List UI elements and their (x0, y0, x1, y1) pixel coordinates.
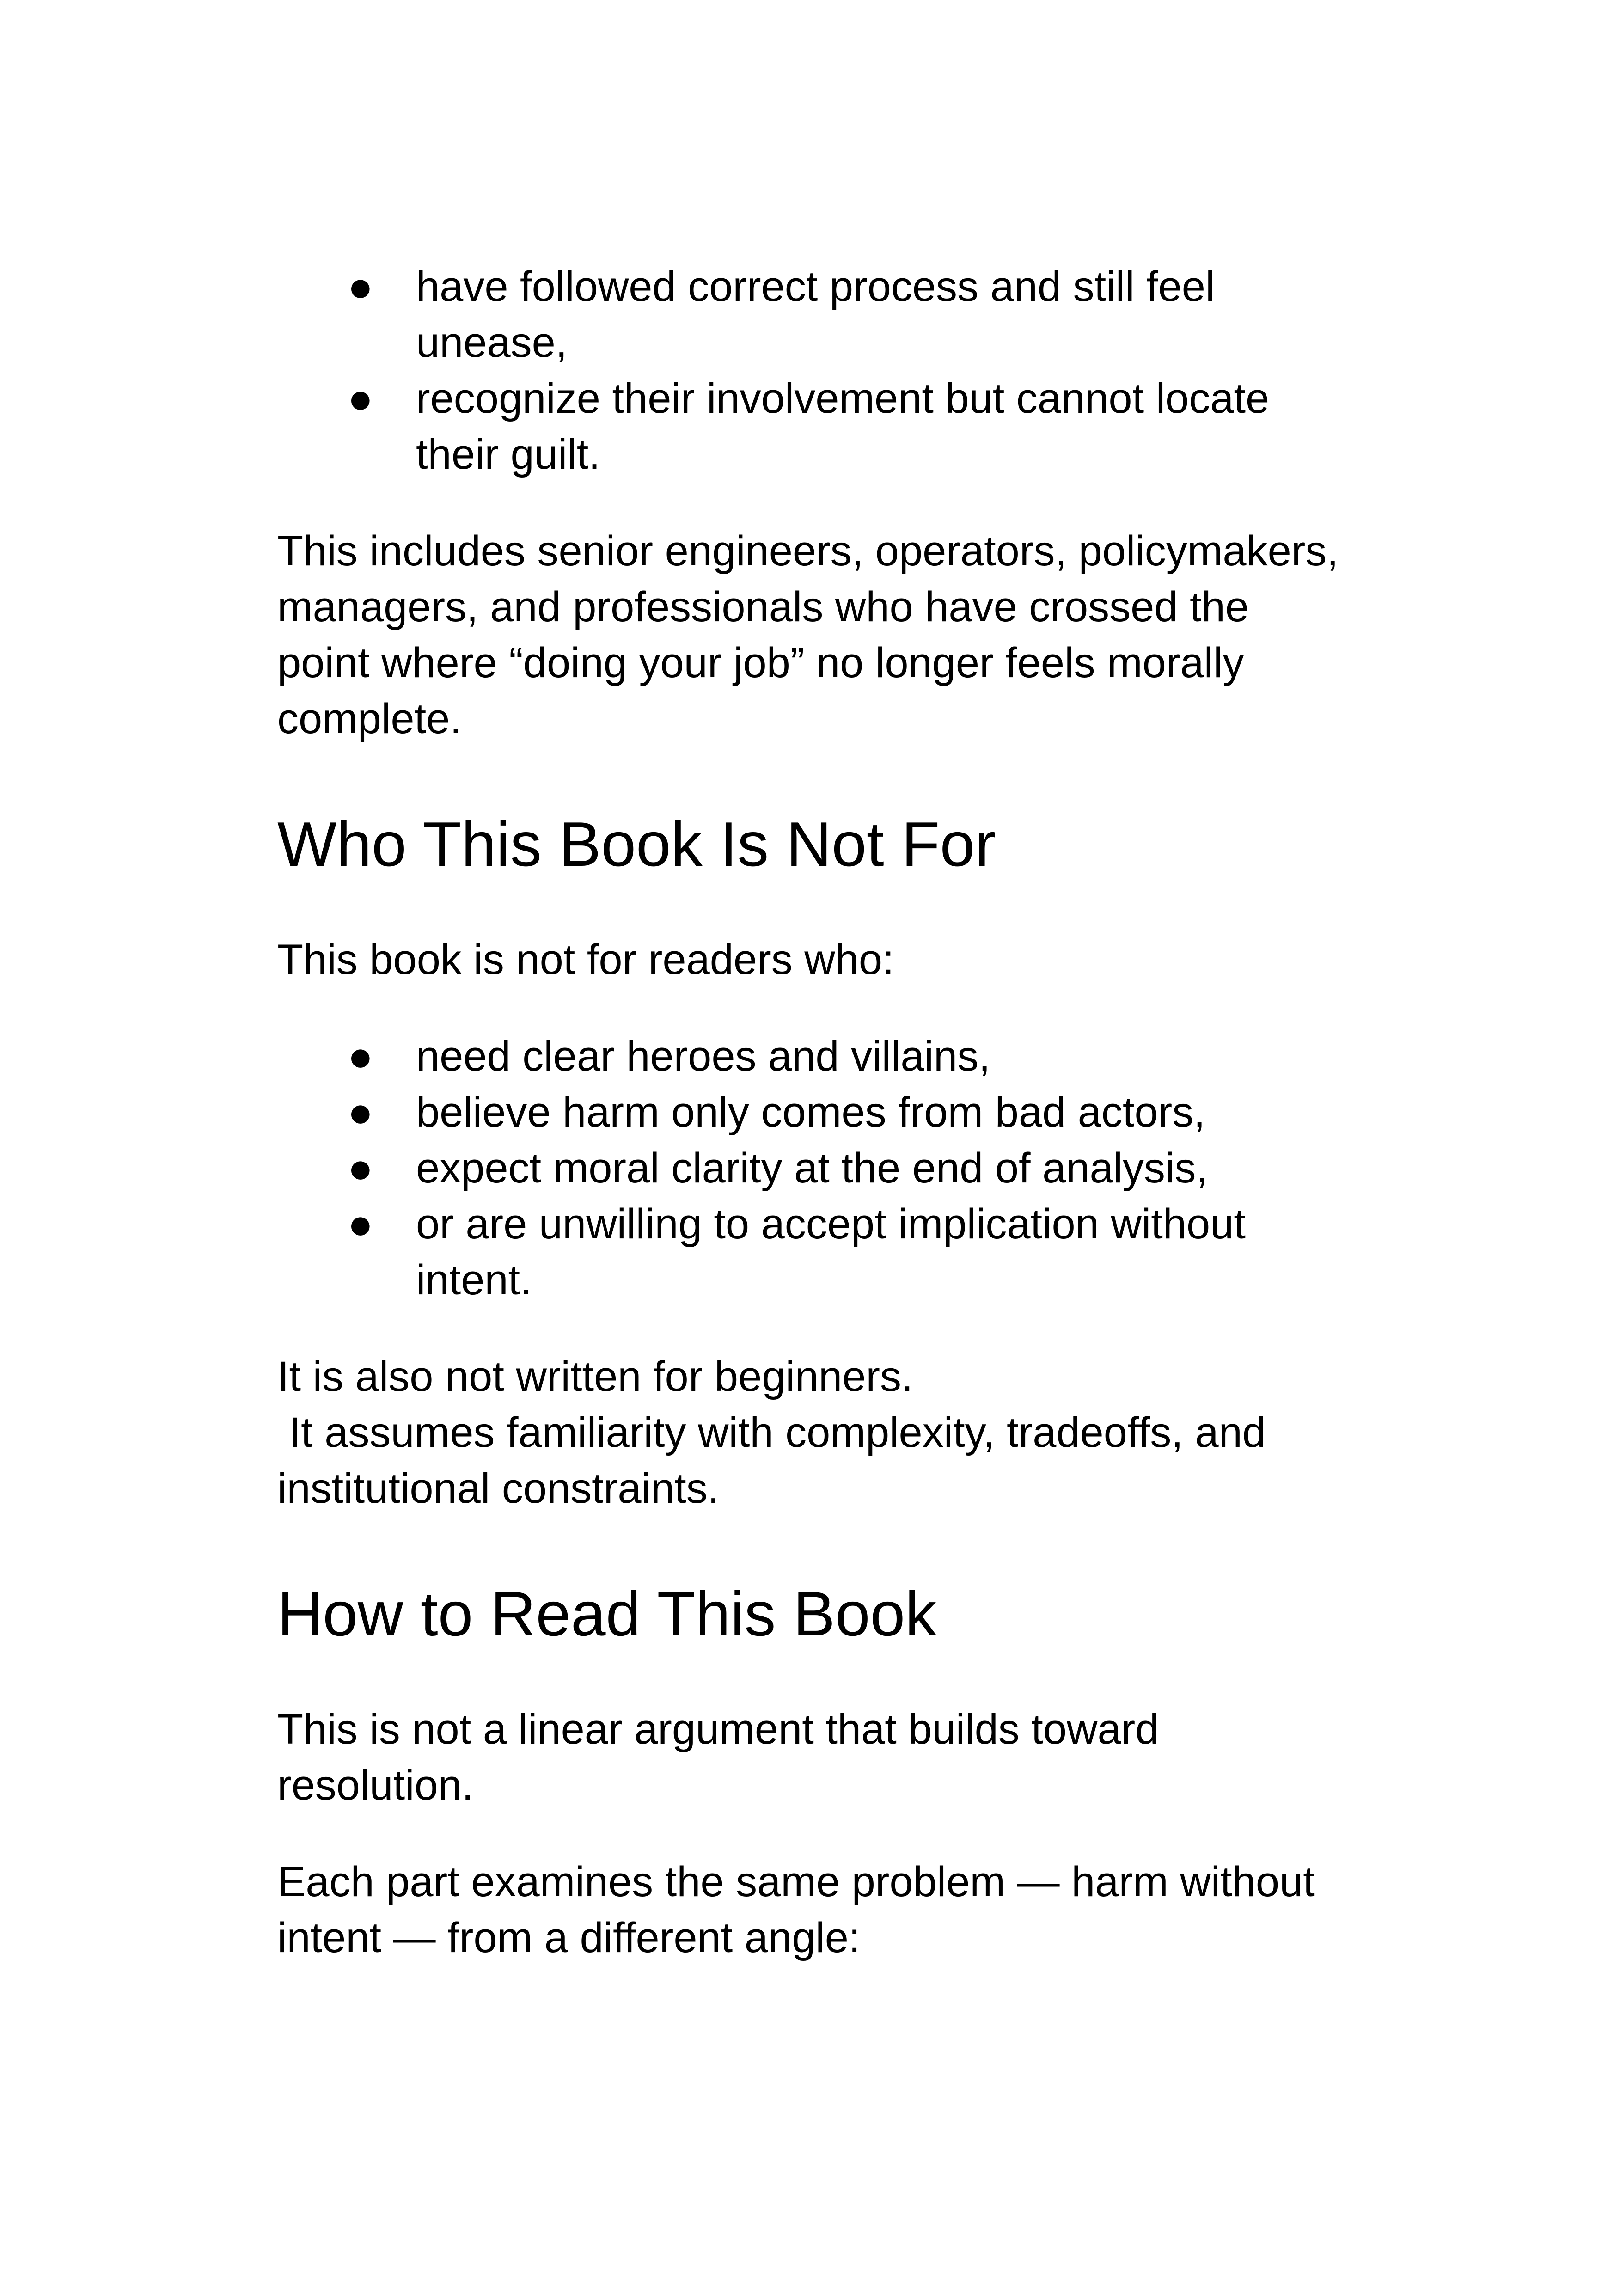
heading-how-to-read: How to Read This Book (277, 1579, 937, 1649)
list-item (277, 371, 1345, 483)
paragraph-beginners-line-1: It is also not written for beginners. (277, 1353, 913, 1400)
list-item-text: expect moral clarity at the end of analysis, (416, 1145, 1208, 1192)
paragraph-includes: This includes senior engineers, operators, policymakers, managers, and professionals who have crossed the point where “doing your job” no longer feels morally complete. (277, 527, 1339, 742)
bullet-icon: ● (348, 1089, 373, 1136)
bullet-list-not-for (277, 1029, 1345, 1308)
list-item (277, 1029, 1345, 1084)
bullet-list-top (277, 259, 1345, 483)
bullet-icon: ● (348, 1145, 373, 1192)
bullet-icon: ● (348, 1200, 373, 1248)
list-item-text: need clear heroes and villains, (416, 1033, 990, 1080)
list-item-text: recognize their involvement but cannot locate their guilt. (416, 375, 1270, 478)
list-item (277, 259, 1345, 371)
list-item (277, 1196, 1345, 1308)
bullet-icon: ● (348, 263, 373, 310)
list-item (277, 1084, 1345, 1140)
list-item (277, 1140, 1345, 1196)
paragraph-each-part: Each part examines the same problem — harm without intent — from a different angle: (277, 1858, 1315, 1961)
paragraph-not-for-intro: This book is not for readers who: (277, 936, 894, 983)
page-content (277, 259, 1345, 1966)
bullet-icon: ● (348, 1033, 373, 1080)
paragraph-beginners-line-2: It assumes familiarity with complexity, tradeoffs, and institutional constraints. (277, 1409, 1278, 1512)
paragraph-beginners (277, 1349, 1345, 1517)
list-item-text: or are unwilling to accept implication without intent. (416, 1200, 1246, 1304)
list-item-text: believe harm only comes from bad actors, (416, 1089, 1205, 1136)
list-item-text: have followed correct process and still feel unease, (416, 263, 1215, 366)
paragraph-not-linear: This is not a linear argument that builds toward resolution. (277, 1706, 1159, 1809)
heading-who-not-for: Who This Book Is Not For (277, 809, 996, 879)
bullet-icon: ● (348, 375, 373, 422)
